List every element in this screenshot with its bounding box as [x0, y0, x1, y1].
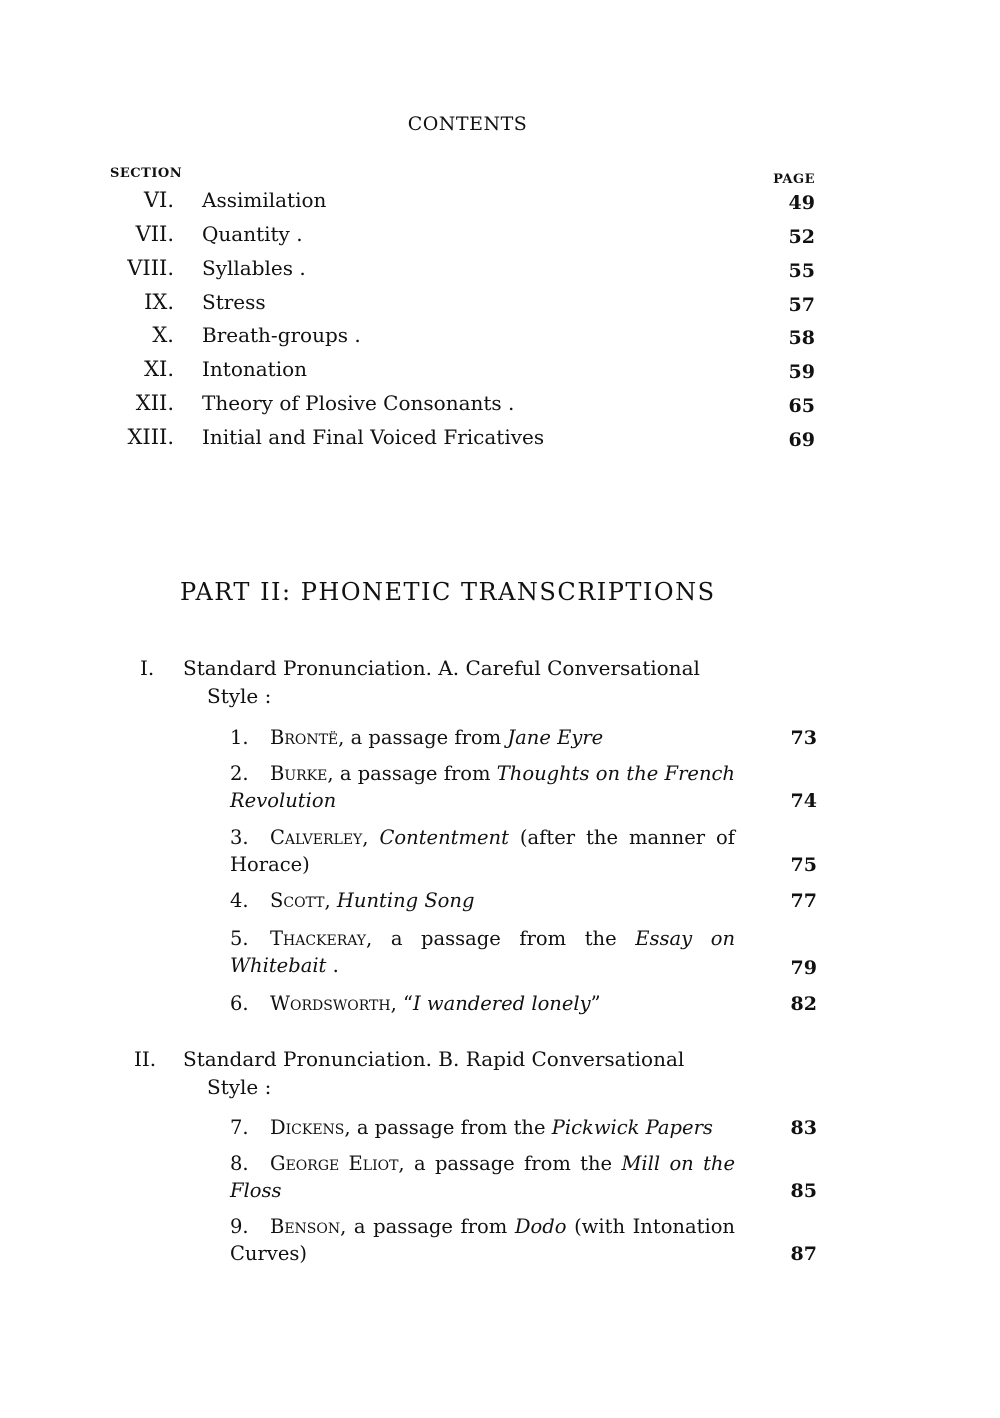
entry-text	[230, 724, 735, 751]
page-number: 74	[790, 790, 817, 812]
page-number: 58	[788, 327, 815, 349]
entry-connector: a passage from	[350, 726, 502, 749]
toc-row-section-xi	[0, 357, 1000, 387]
entry-work: Jane Eyre	[507, 726, 604, 749]
part-heading: PART II: PHONETIC TRANSCRIPTIONS	[180, 578, 716, 606]
page-number: 87	[790, 1243, 817, 1265]
toc-row-section-vii	[0, 222, 1000, 252]
entry-text	[230, 1150, 735, 1204]
entry-text	[230, 1213, 735, 1267]
section-title: Breath-groups .	[202, 323, 361, 347]
entry-number: 6.	[230, 992, 249, 1015]
entry-author: Thackeray,	[270, 927, 373, 950]
entry-number: 5.	[230, 927, 249, 950]
entry-connector: a passage from	[339, 762, 491, 785]
entry-author: George Eliot,	[270, 1152, 405, 1175]
section-column-label: SECTION	[110, 166, 183, 181]
entry-connector: a passage from the	[413, 1152, 613, 1175]
toc-row-section-vi	[0, 188, 1000, 218]
page-number: 49	[788, 192, 815, 214]
entry-author: Calverley,	[270, 826, 369, 849]
page-number: 82	[790, 993, 817, 1015]
entry-work: I wandered lonely	[412, 992, 591, 1015]
toc-row-section-ix	[0, 290, 1000, 320]
entry-number: 4.	[230, 889, 249, 912]
section-number: VII.	[135, 222, 174, 246]
entry-author: Dickens,	[270, 1116, 351, 1139]
entry-note: ”	[590, 992, 601, 1015]
entry-work: Pickwick Papers	[551, 1116, 713, 1139]
entry-work: Contentment	[379, 826, 509, 849]
page-number: 55	[788, 260, 815, 282]
entry-text	[230, 990, 735, 1017]
page-number: 83	[790, 1117, 817, 1139]
entry-work: Essay on Whitebait	[230, 927, 735, 977]
toc-row-section-xii	[0, 391, 1000, 421]
page-number: 79	[790, 957, 817, 979]
section-number: IX.	[144, 290, 174, 314]
section-title: Intonation	[202, 357, 308, 381]
section-number: XIII.	[127, 425, 174, 449]
group-heading-line: Standard Pronunciation. A. Careful Conversational	[183, 656, 700, 680]
page-number: 69	[788, 429, 815, 451]
group-number: II.	[134, 1047, 157, 1071]
entry-connector: a passage from the	[390, 927, 617, 950]
section-title: Syllables .	[202, 256, 306, 280]
section-number: VIII.	[127, 256, 174, 280]
section-title: Stress	[202, 290, 266, 314]
entry-number: 2.	[230, 762, 249, 785]
page-number: 59	[788, 361, 815, 383]
entry-author: Brontë,	[270, 726, 345, 749]
toc-row-section-x	[0, 323, 1000, 353]
page-number: 85	[790, 1180, 817, 1202]
page-number: 57	[788, 294, 815, 316]
entry-text	[230, 824, 735, 878]
section-title: Theory of Plosive Consonants .	[202, 391, 515, 415]
section-title: Quantity .	[202, 222, 303, 246]
entry-text	[230, 760, 735, 814]
entry-text	[230, 925, 735, 979]
group-heading	[183, 1045, 743, 1101]
entry-author: Wordsworth,	[270, 992, 397, 1015]
entry-author: Benson,	[270, 1215, 347, 1238]
entry-work: Mill on the Floss	[230, 1152, 736, 1202]
entry-note: .	[332, 954, 339, 977]
group-heading-style: Style :	[207, 684, 272, 708]
entry-author: Scott,	[270, 889, 331, 912]
running-head: CONTENTS	[407, 113, 528, 135]
section-title: Assimilation	[202, 188, 327, 212]
toc-row-section-xiii	[0, 425, 1000, 455]
section-number: XI.	[144, 357, 174, 381]
entry-work: Thoughts on the French Revolution	[230, 762, 735, 812]
entry-number: 3.	[230, 826, 249, 849]
entry-note: (with Intonation Curves)	[230, 1215, 735, 1265]
entry-author: Burke,	[270, 762, 334, 785]
page-number: 52	[788, 226, 815, 248]
entry-work: Hunting Song	[336, 889, 475, 912]
entry-number: 7.	[230, 1116, 249, 1139]
section-title: Initial and Final Voiced Fricatives	[202, 425, 545, 449]
page-number: 65	[788, 395, 815, 417]
entry-connector: a passage from the	[356, 1116, 546, 1139]
section-number: X.	[152, 323, 174, 347]
toc-row-section-viii	[0, 256, 1000, 286]
entry-connector: “	[403, 992, 413, 1015]
entry-number: 9.	[230, 1215, 249, 1238]
group-heading-style: Style :	[207, 1075, 272, 1099]
entry-connector: a passage from	[353, 1215, 508, 1238]
entry-note: (after the manner of Horace)	[230, 826, 736, 876]
entry-text	[230, 887, 735, 914]
entry-number: 8.	[230, 1152, 249, 1175]
page-number: 75	[790, 854, 817, 876]
section-number: VI.	[143, 188, 174, 212]
entry-work: Dodo	[514, 1215, 567, 1238]
entry-number: 1.	[230, 726, 249, 749]
page-column-label: PAGE	[773, 172, 815, 187]
group-number: I.	[140, 656, 155, 680]
group-heading-line: Standard Pronunciation. B. Rapid Conversational	[183, 1047, 685, 1071]
page-number: 73	[790, 727, 817, 749]
section-number: XII.	[135, 391, 174, 415]
page-number: 77	[790, 890, 817, 912]
entry-text	[230, 1114, 735, 1141]
group-heading	[183, 654, 743, 710]
